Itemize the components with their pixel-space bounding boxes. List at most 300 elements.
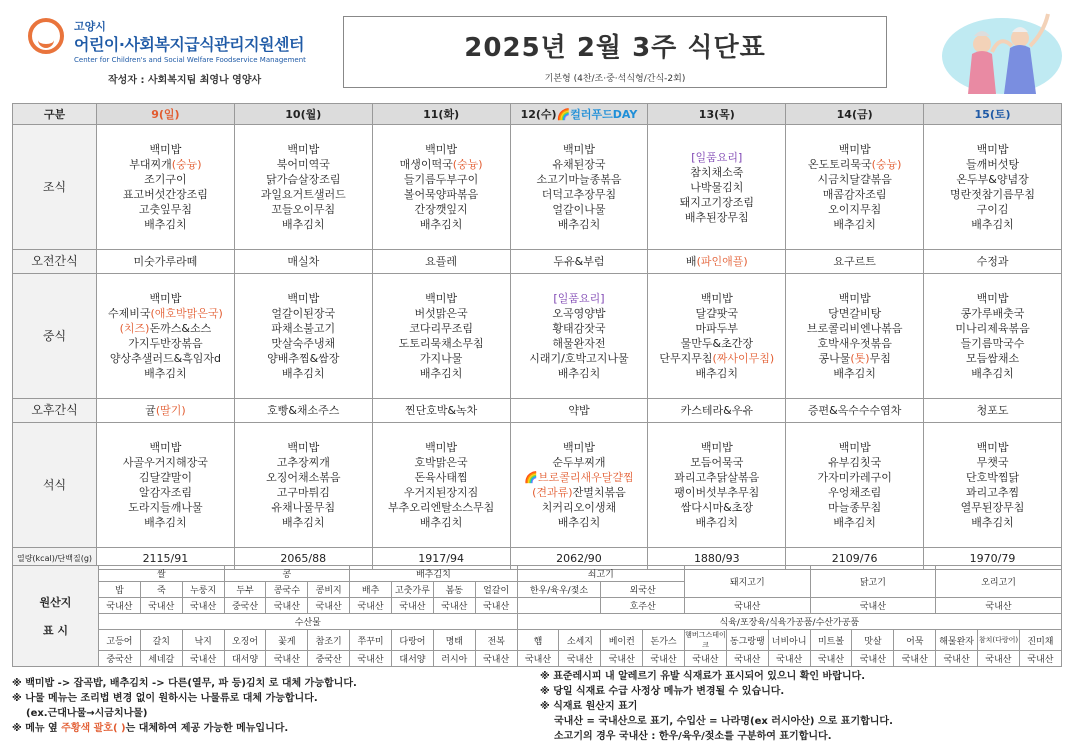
menu-cell xyxy=(97,423,235,548)
menu-item: 오이지무침 xyxy=(828,203,882,216)
menu-cell xyxy=(97,274,235,399)
menu-item: 김달걀말이 xyxy=(138,471,192,484)
menu-item: 돈육사태찜 xyxy=(414,471,468,484)
menu-cell xyxy=(924,399,1062,423)
origin-value: 국내산 xyxy=(475,598,517,614)
corner-header: 구분 xyxy=(13,104,97,125)
menu-item: 브로콜리비엔나볶음 xyxy=(806,322,903,335)
menu-item: 백미밥 xyxy=(425,143,458,156)
menu-cell xyxy=(648,250,786,274)
menu-item: 약밥 xyxy=(568,404,590,417)
calorie-cell: 2065/88 xyxy=(234,548,372,570)
origin-item-row xyxy=(13,630,1062,651)
note-line: ※ 표준레시피 내 알레르기 유발 식재료가 표시되어 있으니 확인 바랍니다. xyxy=(540,671,865,682)
menu-item: 치커리오이생채 xyxy=(541,501,617,514)
menu-item: 구이김 xyxy=(976,203,1009,216)
menu-item: 배추김치 xyxy=(833,367,876,380)
origin-group: 식육/포장육/식육가공품/수산가공품 xyxy=(517,614,1061,630)
origin-group: 오리고기 xyxy=(936,566,1062,598)
menu-item: 호박맑은국 xyxy=(414,456,468,469)
calorie-cell: 2062/90 xyxy=(510,548,648,570)
origin-item: 명태 xyxy=(433,630,475,651)
menu-item: 증편&옥수수수염차 xyxy=(807,404,902,417)
origin-item: 참치(다랑어) xyxy=(978,630,1020,651)
note-line: (ex.근대나물→시금치나물) xyxy=(26,708,148,719)
center-logo-icon xyxy=(28,18,64,54)
menu-item: 들깨버섯탕 xyxy=(965,158,1020,171)
origin-group: 닭고기 xyxy=(810,566,936,598)
menu-item: 배추된장무침 xyxy=(684,210,749,224)
origin-value: 국내산 xyxy=(433,598,475,614)
page-title: 2025년 2월 3주 식단표 xyxy=(464,33,766,63)
menu-item: 들기름두부구이 xyxy=(403,173,479,186)
note-line: ※ 식재료 원산지 표기 xyxy=(540,701,638,712)
calorie-cell: 1917/94 xyxy=(372,548,510,570)
origin-item: 죽 xyxy=(140,582,182,598)
menu-item: 조기구이 xyxy=(144,173,187,186)
menu-item: 얼갈이나물 xyxy=(552,203,606,216)
menu-item: 오징어채소볶음 xyxy=(266,471,341,484)
menu-item: 열무된장무침 xyxy=(960,501,1025,514)
row-label: 조식 xyxy=(13,125,97,250)
menu-item: 단호박찜닭 xyxy=(965,471,1020,484)
menu-item: 수정과 xyxy=(976,255,1009,268)
menu-cell xyxy=(510,250,648,274)
menu-item: 백미밥 xyxy=(700,292,733,305)
origin-value: 국내산 xyxy=(685,598,811,614)
menu-item: 백미밥 xyxy=(425,441,458,454)
origin-group: 쌀 xyxy=(99,566,225,582)
origin-value: 국내산 xyxy=(308,598,350,614)
menu-item: 배추김치 xyxy=(282,516,325,529)
menu-cell xyxy=(510,274,648,399)
menu-item: 꽈리고추찜 xyxy=(965,486,1020,499)
menu-row-dinner xyxy=(13,423,1062,548)
menu-item: 배추김치 xyxy=(419,218,463,231)
menu-item: 파채소불고기 xyxy=(271,322,336,335)
menu-item: 꽈리고추닭살볶음 xyxy=(674,471,760,484)
menu-item: 배추김치 xyxy=(144,367,187,380)
origin-item: 낙지 xyxy=(182,630,224,651)
menu-item: 백미밥 xyxy=(425,292,458,305)
origin-item: 콩국수 xyxy=(266,582,308,598)
origin-label-line2: 표 시 xyxy=(42,624,69,637)
origin-value: 국내산 xyxy=(140,598,182,614)
menu-item: 우엉채조림 xyxy=(828,486,882,499)
origin-value: 국내산 xyxy=(852,651,894,667)
origin-group: 수산물 xyxy=(99,614,518,630)
origin-value: 호주산 xyxy=(601,598,685,614)
origin-value: 국내산 xyxy=(810,651,852,667)
origin-item: 햄 xyxy=(517,630,559,651)
menu-cell xyxy=(648,399,786,423)
menu-cell xyxy=(234,274,372,399)
menu-cell xyxy=(648,274,786,399)
weekly-menu-table xyxy=(12,103,1062,570)
origin-value: 국내산 xyxy=(643,651,685,667)
day-header: 14(금) xyxy=(786,104,924,125)
menu-item: 도라지들깨나물 xyxy=(128,501,203,514)
origin-value: 국내산 xyxy=(559,651,601,667)
menu-item: 배추김치 xyxy=(971,516,1014,529)
menu-row-lunch xyxy=(13,274,1062,399)
menu-cell xyxy=(372,250,510,274)
calorie-cell: 2109/76 xyxy=(786,548,924,570)
menu-cell xyxy=(372,274,510,399)
origin-item: 진미채 xyxy=(1019,630,1061,651)
origin-item: 밥 xyxy=(99,582,141,598)
day-header: 11(화) xyxy=(372,104,510,125)
elderly-dancing-illustration-icon xyxy=(912,6,1062,96)
menu-row-am-snack xyxy=(13,250,1062,274)
menu-item: 단무지무침(짜사이무침) xyxy=(659,352,775,365)
origin-value-row xyxy=(13,598,1062,614)
menu-item: [일품요리] xyxy=(691,150,743,164)
menu-item: 배(파인애플) xyxy=(685,255,748,268)
menu-item: 해물완자전 xyxy=(552,337,606,350)
note-line: ※ 메뉴 옆 주황색 괄호( )는 대체하여 제공 가능한 메뉴입니다. xyxy=(12,723,289,734)
menu-item: 배추김치 xyxy=(419,516,463,529)
row-label: 중식 xyxy=(13,274,97,399)
menu-item: 수제비국(애호박맑은국) xyxy=(107,307,223,320)
menu-item: 양배추찜&쌈장 xyxy=(267,352,340,365)
menu-cell xyxy=(97,125,235,250)
menu-cell xyxy=(372,399,510,423)
menu-item: 온두부&양념장 xyxy=(956,173,1029,186)
menu-item: 시금치달걀볶음 xyxy=(817,173,892,186)
origin-item: 한우/육우/젖소 xyxy=(517,582,601,598)
menu-item: 팽이버섯부추무침 xyxy=(674,486,760,499)
origin-item: 햄버그스테이크 xyxy=(685,631,726,649)
day-header: 9(일) xyxy=(97,104,235,125)
origin-value: 국내산 xyxy=(936,598,1062,614)
menu-item: 콩나물(톳)무침 xyxy=(818,352,891,365)
menu-item: 알감자조림 xyxy=(138,486,192,499)
menu-item: 요플레 xyxy=(425,255,458,268)
origin-value xyxy=(517,598,601,614)
menu-cell xyxy=(924,423,1062,548)
menu-item: [일품요리] xyxy=(553,292,605,305)
menu-item: 백미밥 xyxy=(287,441,320,454)
menu-item: 돼지고기장조림 xyxy=(679,195,754,209)
origin-value: 국내산 xyxy=(350,651,392,667)
origin-value: 대서양 xyxy=(224,651,266,667)
origin-value: 국내산 xyxy=(266,651,308,667)
menu-item: 백미밥 xyxy=(700,441,733,454)
calorie-cell: 1970/79 xyxy=(924,548,1062,570)
menu-item: 무챗국 xyxy=(976,456,1009,469)
menu-item: 호박새우젓볶음 xyxy=(817,337,892,350)
menu-item: 시래기/호박고지나물 xyxy=(529,352,629,365)
origin-item: 고등어 xyxy=(99,630,141,651)
menu-item: 매실차 xyxy=(287,255,320,268)
menu-cell xyxy=(924,250,1062,274)
origin-value: 국내산 xyxy=(726,651,768,667)
org-english-name: Center for Children's and Social Welfare Foodservice Management xyxy=(74,56,306,64)
menu-item: 배추김치 xyxy=(144,516,187,529)
origin-value: 국내산 xyxy=(1019,651,1061,667)
origin-item: 콩비지 xyxy=(308,582,350,598)
day-header: 15(토) xyxy=(924,104,1062,125)
note-line: ※ 나물 메뉴는 조리법 변경 없이 원하시는 나물류로 대체 가능합니다. xyxy=(12,693,318,704)
menu-item: 카스테라&우유 xyxy=(680,404,753,417)
menu-item: 황태감잣국 xyxy=(552,322,606,335)
menu-item: 호빵&채소주스 xyxy=(267,404,340,417)
menu-item: 배추김치 xyxy=(695,516,739,529)
menu-item: 백미밥 xyxy=(563,441,595,454)
menu-item: 고구마튀김 xyxy=(276,486,330,499)
origin-value: 국내산 xyxy=(685,651,727,667)
menu-item: 더덕고추장무침 xyxy=(541,188,617,201)
origin-value: 국내산 xyxy=(475,651,517,667)
origin-item: 두부 xyxy=(224,582,266,598)
menu-item: 들기름막국수 xyxy=(960,337,1025,350)
menu-item: 오곡영양밥 xyxy=(552,307,606,320)
origin-item: 돈가스 xyxy=(643,630,685,651)
origin-item: 다랑어 xyxy=(392,630,434,651)
menu-item: 찐단호박&녹차 xyxy=(404,404,478,417)
menu-item: 청포도 xyxy=(976,404,1009,417)
author: 작성자 : 사회복지팀 최영나 영양사 xyxy=(108,75,262,86)
origin-value: 국내산 xyxy=(350,598,392,614)
menu-cell xyxy=(924,274,1062,399)
menu-item: 배추김치 xyxy=(419,367,463,380)
menu-cell xyxy=(786,125,924,250)
origin-item: 전복 xyxy=(475,630,517,651)
menu-item: 코다리무조림 xyxy=(409,322,473,335)
origin-item: 얼갈이 xyxy=(475,582,517,598)
origin-label-line1: 원산지 xyxy=(39,596,72,609)
org-name: 어린이·사회복지급식관리지원센터 xyxy=(74,35,304,54)
menu-item: 표고버섯간장조림 xyxy=(122,188,208,201)
origin-item: 꽃게 xyxy=(266,630,308,651)
menu-item: (견과류)잔멸치볶음 xyxy=(532,486,626,499)
origin-item: 고춧가루 xyxy=(392,582,434,598)
title-box xyxy=(343,16,887,88)
menu-cell xyxy=(372,125,510,250)
menu-item: 참치채소죽 xyxy=(690,165,744,179)
row-label: 오후간식 xyxy=(13,399,97,423)
menu-item: 🌈브로콜리새우달걀찜 xyxy=(524,471,634,484)
origin-value: 국내산 xyxy=(768,651,810,667)
origin-group-row xyxy=(13,566,1062,582)
menu-item: 미나리제육볶음 xyxy=(955,322,1030,335)
menu-item: 달걀팟국 xyxy=(695,307,739,320)
menu-item: 유부김칫국 xyxy=(828,456,882,469)
menu-item: 당면갈비탕 xyxy=(828,307,882,320)
day-header: 12(수)🌈컬러푸드DAY xyxy=(510,104,648,125)
origin-group: 콩 xyxy=(224,566,350,582)
origin-value: 국내산 xyxy=(601,651,643,667)
menu-cell xyxy=(648,125,786,250)
origin-value: 러시아 xyxy=(433,651,475,667)
day-header: 10(월) xyxy=(234,104,372,125)
menu-item: 백미밥 xyxy=(838,292,871,305)
menu-item: 매콤감자조림 xyxy=(822,188,887,201)
origin-value: 국내산 xyxy=(182,651,224,667)
menu-item: 북어미역국 xyxy=(276,158,330,171)
row-label: 석식 xyxy=(13,423,97,548)
menu-item: 유채된장국 xyxy=(552,158,606,171)
menu-item: 간장깻잎지 xyxy=(414,203,468,216)
origin-group: 배추김치 xyxy=(350,566,517,582)
menu-item: 배추김치 xyxy=(695,367,739,380)
origin-item: 쭈꾸미 xyxy=(350,630,392,651)
color-food-day-label: 🌈컬러푸드DAY xyxy=(556,107,638,121)
menu-cell xyxy=(510,125,648,250)
menu-cell xyxy=(234,399,372,423)
origin-item: 봄동 xyxy=(433,582,475,598)
menu-row-pm-snack xyxy=(13,399,1062,423)
menu-item: 백미밥 xyxy=(149,441,182,454)
menu-item: 꼬들오이무침 xyxy=(271,203,336,216)
origin-table xyxy=(12,565,1062,667)
note-line: 소고기의 경우 국내산 : 한우/육우/젖소를 구분하여 표기합니다. xyxy=(554,731,832,742)
menu-item: 모듬쌈채소 xyxy=(965,352,1020,365)
menu-item: 얼갈이된장국 xyxy=(271,307,336,320)
origin-label xyxy=(13,566,99,667)
menu-cell xyxy=(786,399,924,423)
menu-item: 버섯맑은국 xyxy=(414,307,468,320)
menu-item: 과일요거트샐러드 xyxy=(260,188,346,201)
menu-item: 두유&부럼 xyxy=(553,255,605,268)
origin-item: 외국산 xyxy=(601,582,685,598)
origin-item: 참조기 xyxy=(308,630,350,651)
origin-item: 베이컨 xyxy=(601,630,643,651)
menu-item: 배추김치 xyxy=(971,367,1014,380)
menu-cell xyxy=(234,250,372,274)
origin-value: 국내산 xyxy=(517,651,559,667)
origin-item: 동그랑땡 xyxy=(726,630,768,651)
origin-item: 오징어 xyxy=(224,630,266,651)
menu-item: 배추김치 xyxy=(833,218,876,231)
notes-left xyxy=(12,676,532,736)
menu-item: 우거지된장지짐 xyxy=(403,486,479,499)
origin-value: 국내산 xyxy=(392,598,434,614)
menu-item: 모듬어묵국 xyxy=(690,456,744,469)
menu-item: 백미밥 xyxy=(838,143,871,156)
note-line: ※ 당일 식재료 수급 사정상 메뉴가 변경될 수 있습니다. xyxy=(540,686,785,697)
origin-item: 배추 xyxy=(350,582,392,598)
menu-header-row xyxy=(13,104,1062,125)
menu-item: 유채나물무침 xyxy=(271,501,336,514)
menu-cell xyxy=(924,125,1062,250)
menu-item: 사골우거지해장국 xyxy=(122,456,208,469)
menu-item: 배추김치 xyxy=(282,367,325,380)
menu-row-breakfast xyxy=(13,125,1062,250)
origin-item: 너비아니 xyxy=(768,630,810,651)
menu-item: 배추김치 xyxy=(557,516,601,529)
menu-item: 백미밥 xyxy=(976,292,1009,305)
origin-item: 맛살 xyxy=(852,630,894,651)
row-label: 열량(kcal)/단백질(g) xyxy=(13,548,97,570)
menu-item: 백미밥 xyxy=(149,143,182,156)
menu-item: 콩가루배춧국 xyxy=(960,307,1025,320)
menu-item: 배추김치 xyxy=(557,367,601,380)
menu-item: 미숫가루라떼 xyxy=(133,255,198,268)
origin-item: 누룽지 xyxy=(182,582,224,598)
note-line: 국내산 = 국내산으로 표기, 수입산 = 나라명(ex 러시아산) 으로 표기합니다. xyxy=(554,716,893,727)
org-city: 고양시 xyxy=(74,20,106,33)
header xyxy=(0,0,1073,100)
menu-item: 백미밥 xyxy=(838,441,871,454)
menu-item: 닭가슴살장조림 xyxy=(266,173,341,186)
origin-item: 어묵 xyxy=(894,630,936,651)
origin-value: 중국산 xyxy=(224,598,266,614)
origin-value-row xyxy=(13,651,1062,667)
origin-group-row xyxy=(13,614,1062,630)
menu-item: 순두부찌개 xyxy=(552,456,606,469)
notes-right xyxy=(540,669,1070,744)
menu-item: 백미밥 xyxy=(976,143,1009,156)
menu-item: 소고기마늘종볶음 xyxy=(536,173,622,186)
origin-value: 국내산 xyxy=(810,598,936,614)
origin-item: 해물완자 xyxy=(936,630,978,651)
menu-cell xyxy=(97,250,235,274)
menu-item: 볼어묵양파볶음 xyxy=(403,188,479,201)
origin-value: 국내산 xyxy=(99,598,141,614)
menu-item: 도토리묵채소무침 xyxy=(398,337,484,350)
menu-item: 배추김치 xyxy=(557,218,601,231)
menu-cell xyxy=(234,423,372,548)
menu-item: 마파두부 xyxy=(695,322,739,335)
menu-item: 가자미카레구이 xyxy=(817,471,892,484)
menu-item: 고춧잎무침 xyxy=(138,203,192,216)
menu-cell xyxy=(510,423,648,548)
menu-item: 백미밥 xyxy=(287,143,320,156)
calorie-cell: 1880/93 xyxy=(648,548,786,570)
menu-item: 백미밥 xyxy=(563,143,595,156)
origin-group: 쇠고기 xyxy=(517,566,684,582)
menu-item: 온도토리묵국(숭늉) xyxy=(807,158,902,171)
menu-item: 배추김치 xyxy=(282,218,325,231)
origin-item: 갈치 xyxy=(140,630,182,651)
origin-item: 소세지 xyxy=(559,630,601,651)
menu-item: (치즈)돈까스&소스 xyxy=(119,322,212,335)
origin-value: 국내산 xyxy=(936,651,978,667)
menu-item: 나박물김치 xyxy=(690,180,744,194)
origin-value: 국내산 xyxy=(894,651,936,667)
menu-item: 맛살숙주냉채 xyxy=(271,337,336,350)
menu-item: 부대찌개(숭늉) xyxy=(129,158,202,171)
row-label: 오전간식 xyxy=(13,250,97,274)
menu-item: 물만두&초간장 xyxy=(680,337,753,350)
menu-cell xyxy=(786,423,924,548)
menu-item: 가지나물 xyxy=(419,352,463,365)
menu-cell xyxy=(97,399,235,423)
menu-item: 배추김치 xyxy=(833,516,876,529)
menu-item: 백미밥 xyxy=(149,292,182,305)
origin-value: 대서양 xyxy=(392,651,434,667)
menu-cell xyxy=(234,125,372,250)
origin-value: 중국산 xyxy=(99,651,141,667)
note-line: ※ 백미밥 -> 잡곡밥, 배추김치 -> 다른(열무, 파 등)김치 로 대체 가능합니다. xyxy=(12,678,357,689)
menu-item: 요구르트 xyxy=(833,255,876,268)
menu-item: 양상추샐러드&흑임자d xyxy=(109,352,222,365)
menu-cell xyxy=(372,423,510,548)
origin-value: 중국산 xyxy=(308,651,350,667)
origin-group: 돼지고기 xyxy=(685,566,811,598)
menu-item: 귤(딸기) xyxy=(145,404,186,417)
menu-cell xyxy=(648,423,786,548)
origin-value: 국내산 xyxy=(266,598,308,614)
menu-cell xyxy=(510,399,648,423)
menu-item: 가지두반장볶음 xyxy=(128,337,203,350)
menu-item: 백미밥 xyxy=(976,441,1009,454)
menu-item: 배추김치 xyxy=(144,218,187,231)
menu-item: 고추장찌개 xyxy=(276,456,330,469)
day-header: 13(목) xyxy=(648,104,786,125)
